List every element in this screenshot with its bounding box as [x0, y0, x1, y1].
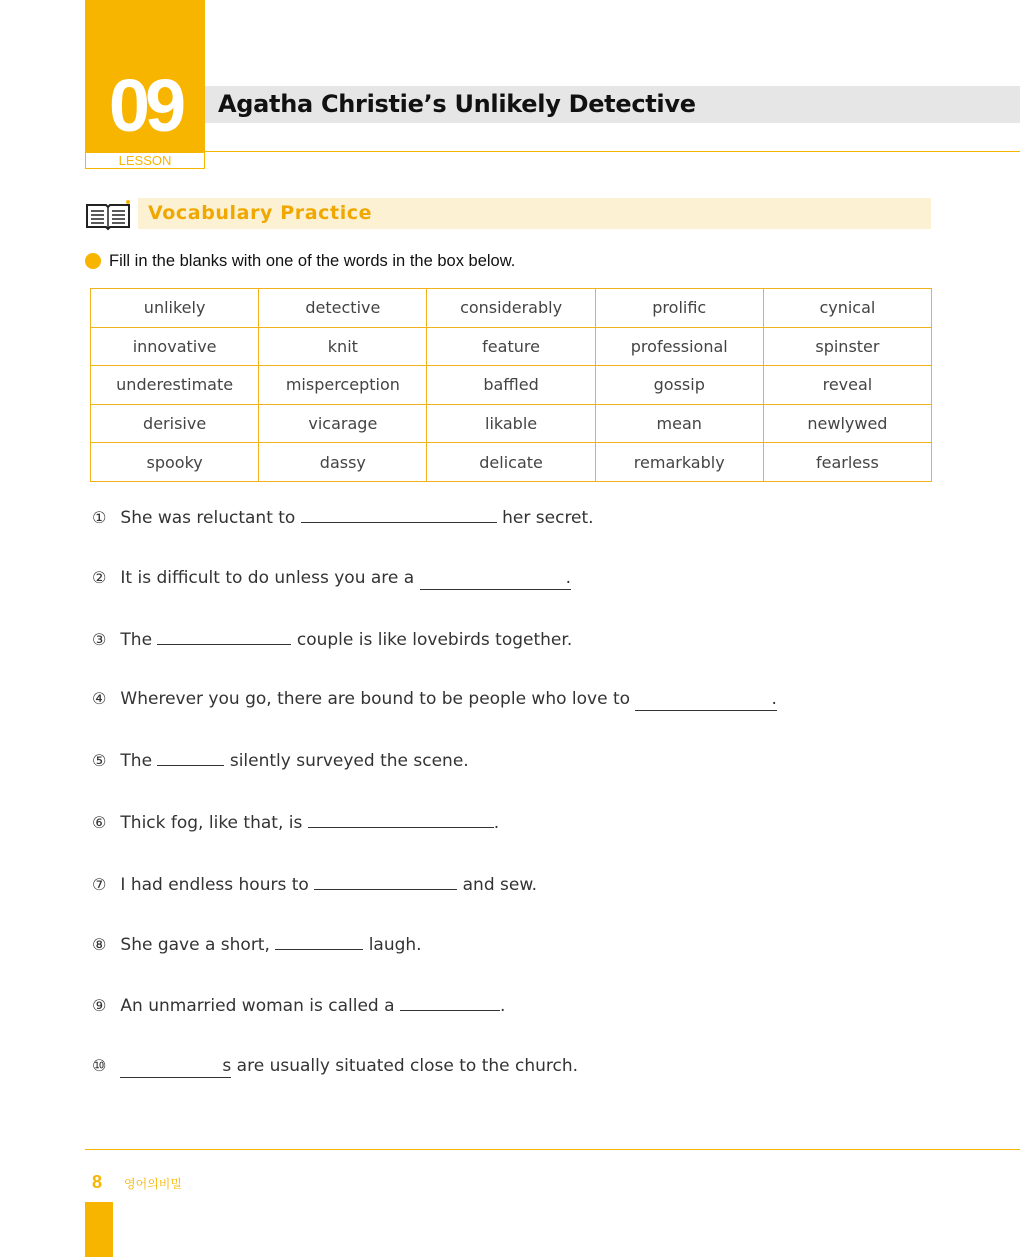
word-cell: knit: [259, 327, 427, 366]
page-title: Agatha Christie’s Unlikely Detective: [218, 90, 696, 118]
word-cell: mean: [595, 404, 763, 443]
bullet-dot-icon: [85, 253, 101, 269]
question-text-before: Thick fog, like that, is: [120, 813, 303, 833]
question-text-after: .: [771, 689, 777, 709]
question-text-after: silently surveyed the scene.: [229, 751, 469, 771]
word-cell: newlywed: [763, 404, 931, 443]
word-row: [91, 327, 932, 366]
question-text-after: .: [493, 813, 500, 833]
footer-tab: [85, 1202, 113, 1257]
word-cell: innovative: [91, 327, 259, 366]
blank-suffix: s: [222, 1056, 232, 1076]
lesson-label: LESSON: [85, 152, 205, 169]
question-text-before: It is difficult to do unless you are a: [120, 568, 415, 588]
question-text-after: laugh.: [368, 935, 422, 955]
word-cell: underestimate: [91, 366, 259, 405]
word-cell: reveal: [763, 366, 931, 405]
question-5: [92, 748, 469, 772]
word-cell: dassy: [259, 443, 427, 482]
word-cell: cynical: [763, 289, 931, 328]
word-cell: prolific: [595, 289, 763, 328]
page-number: 8: [92, 1172, 103, 1192]
lesson-number-block: [85, 0, 205, 152]
question-text-after: .: [499, 996, 506, 1016]
word-row: [91, 289, 932, 328]
answer-blank[interactable]: [420, 567, 571, 590]
question-text-after: are usually situated close to the church.: [236, 1056, 579, 1076]
question-number: ⑨: [92, 996, 107, 1015]
question-number: ⑦: [92, 875, 107, 894]
question-number: ③: [92, 630, 107, 649]
book-name: 영어의비밀: [124, 1177, 182, 1191]
question-number: ⑥: [92, 813, 107, 832]
question-9: [92, 993, 505, 1017]
word-cell: spooky: [91, 443, 259, 482]
word-cell: considerably: [427, 289, 595, 328]
answer-blank[interactable]: [635, 688, 776, 711]
question-number: ①: [92, 508, 107, 527]
question-text-before: An unmarried woman is called a: [120, 996, 395, 1016]
question-number: ⑩: [92, 1056, 107, 1075]
title-bar: [205, 86, 1020, 123]
question-10: [92, 1055, 578, 1078]
question-text-before: She was reluctant to: [120, 508, 296, 528]
answer-blank[interactable]: [120, 1055, 231, 1078]
word-cell: spinster: [763, 327, 931, 366]
word-row: [91, 366, 932, 405]
question-text-before: The: [120, 751, 153, 771]
open-book-icon: [85, 199, 131, 231]
answer-blank[interactable]: [157, 748, 224, 766]
question-4: [92, 688, 777, 711]
word-cell: baffled: [427, 366, 595, 405]
section-header: [138, 198, 931, 229]
question-number: ⑧: [92, 935, 107, 954]
word-cell: detective: [259, 289, 427, 328]
question-7: [92, 872, 537, 896]
question-text-after: .: [565, 568, 572, 588]
answer-blank[interactable]: [275, 932, 363, 950]
question-text-before: The: [120, 630, 153, 650]
question-text-after: couple is like lovebirds together.: [296, 630, 573, 650]
answer-blank[interactable]: [308, 810, 494, 828]
question-3: [92, 627, 572, 651]
question-2: [92, 567, 571, 590]
instruction-text: Fill in the blanks with one of the words in the box below.: [109, 251, 516, 270]
question-text-after: and sew.: [462, 875, 538, 895]
question-text-before: Wherever you go, there are bound to be people who love to: [120, 689, 631, 709]
word-cell: gossip: [595, 366, 763, 405]
question-text-before: I had endless hours to: [120, 875, 309, 895]
question-number: ⑤: [92, 751, 107, 770]
footer-line: [85, 1149, 1020, 1150]
question-text-before: She gave a short,: [120, 935, 270, 955]
word-box-table: [90, 288, 932, 482]
answer-blank[interactable]: [314, 872, 457, 890]
word-cell: remarkably: [595, 443, 763, 482]
word-cell: vicarage: [259, 404, 427, 443]
question-1: [92, 505, 594, 529]
title-underline: [205, 151, 1020, 152]
word-cell: professional: [595, 327, 763, 366]
answer-blank[interactable]: [301, 505, 497, 523]
lesson-number: 09: [108, 64, 182, 147]
word-cell: misperception: [259, 366, 427, 405]
question-number: ④: [92, 689, 107, 708]
word-cell: fearless: [763, 443, 931, 482]
section-title: Vocabulary Practice: [148, 202, 373, 224]
word-cell: delicate: [427, 443, 595, 482]
answer-blank[interactable]: [157, 627, 291, 645]
question-6: [92, 810, 499, 834]
question-number: ②: [92, 568, 107, 587]
word-cell: likable: [427, 404, 595, 443]
word-row: [91, 404, 932, 443]
instruction: [85, 250, 515, 272]
word-cell: feature: [427, 327, 595, 366]
word-cell: derisive: [91, 404, 259, 443]
question-8: [92, 932, 422, 956]
word-row: [91, 443, 932, 482]
question-text-after: her secret.: [502, 508, 594, 528]
answer-blank[interactable]: [400, 993, 500, 1011]
word-cell: unlikely: [91, 289, 259, 328]
